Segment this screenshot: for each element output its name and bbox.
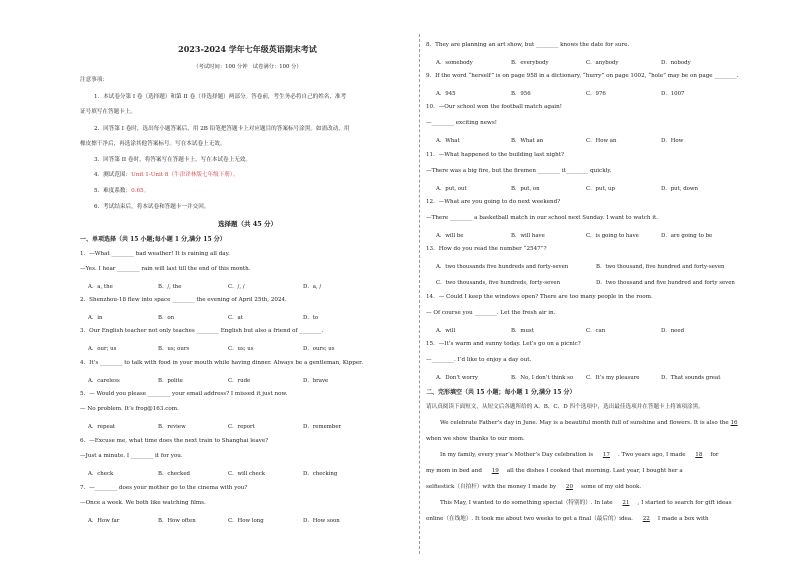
- q9-option-c[interactable]: C．976: [586, 91, 606, 97]
- q11-stem: 11．—What happened to the building last night?: [426, 152, 564, 158]
- passage-line-7: [426, 516, 709, 523]
- q13-option-d[interactable]: D．two thousand and five hundred and forty seven: [596, 280, 735, 286]
- q5-option-c[interactable]: C．report: [228, 424, 255, 430]
- q5-option-b[interactable]: B．review: [158, 424, 186, 430]
- q4-option-a[interactable]: A．careless: [88, 378, 120, 384]
- passage-text: selfiestick（自拍杆）with the money I made by: [426, 484, 557, 490]
- q15-stem: 15．—It’s warm and sunny today. Let’s go on a picnic?: [426, 341, 581, 347]
- passage-text: We celebrate Father’s day in June. May is a beautiful month full of sunshine and flowers. It is also the: [440, 420, 729, 426]
- passage-line-4: [426, 468, 683, 475]
- q11-option-d[interactable]: D．put, down: [661, 186, 699, 192]
- note-4-scope: Unit 1-Unit 8（牛津译林版七年级下册）。: [131, 172, 239, 178]
- part2-heading: 二、完形填空（共 15 小题；每小题 1 分,满分 15 分）: [426, 389, 576, 396]
- passage-line-6: [440, 500, 731, 507]
- blank-19[interactable]: 19: [491, 468, 499, 474]
- q2-stem: 2．Shenzhou-18 flew into space ________ the evening of April 25th, 2024.: [80, 297, 287, 303]
- blank-21[interactable]: 21: [622, 500, 630, 506]
- passage-text: some of my old book.: [581, 484, 642, 490]
- q7-option-a[interactable]: A．How far: [88, 518, 120, 524]
- section-title: 选择题（共 45 分）: [217, 220, 278, 228]
- q14-option-b[interactable]: B．must: [511, 328, 534, 334]
- note-5-value: 0.65。: [131, 188, 150, 194]
- q15-option-c[interactable]: C．It’s my pleasure: [586, 375, 640, 381]
- q13-option-a[interactable]: A．two thousands five hundreds and forty-seven: [436, 264, 569, 270]
- exam-info: （考试时间：100 分钟 试卷满分：100 分）: [193, 64, 302, 70]
- q12-option-b[interactable]: B．will have: [511, 233, 545, 239]
- page-title: 2023-2024 学年七年级英语期末考试: [178, 44, 317, 54]
- q7-option-b[interactable]: B．How often: [158, 518, 196, 524]
- q1-option-b[interactable]: B．/, the: [158, 284, 182, 290]
- q6-stem-2: —Just a minute. I ________ it for you.: [80, 453, 183, 459]
- part1-heading: 一、单项选择（共 15 小题;每小题 1 分,满分 15 分）: [80, 236, 226, 243]
- q6-option-d[interactable]: D．checking: [303, 471, 338, 477]
- q12-option-c[interactable]: C．is going to have: [586, 233, 639, 239]
- q13-stem: 13．How do you read the number “2547”?: [426, 246, 547, 252]
- note-1b: 证号填写在答题卡上。: [80, 109, 136, 115]
- q3-option-b[interactable]: B．us; ours: [158, 346, 190, 352]
- q14-option-a[interactable]: A．will: [436, 328, 456, 334]
- q13-option-b[interactable]: B．two thousand, five hundred and forty-seven: [596, 264, 725, 270]
- notes-heading: 注意事项：: [80, 77, 108, 83]
- q3-option-d[interactable]: D．ours; us: [303, 346, 335, 352]
- q3-stem: 3．Our English teacher not only teaches ________ English but also a friend of ________.: [80, 328, 324, 334]
- q14-option-c[interactable]: C．can: [586, 328, 606, 334]
- passage-text: online（在线地）. It took me about two weeks to get a final（最后的）idea.: [426, 516, 633, 522]
- q10-option-b[interactable]: B．What an: [511, 138, 544, 144]
- q4-option-b[interactable]: B．polite: [158, 378, 183, 384]
- q9-option-a[interactable]: A．945: [436, 91, 456, 97]
- q8-option-c[interactable]: C．anybody: [586, 60, 619, 66]
- q3-option-a[interactable]: A．our; us: [88, 346, 117, 352]
- passage-line-1: [440, 420, 738, 427]
- q11-stem-2: —There was a big fire, but the firemen ________ it________ quickly.: [426, 168, 612, 174]
- note-5-label: 5．难度系数：: [94, 188, 132, 194]
- q9-option-b[interactable]: B．956: [511, 91, 531, 97]
- q7-stem: 7．—________ does your mother go to the cinema with you?: [80, 485, 248, 491]
- q15-option-d[interactable]: D．That sounds great: [661, 375, 721, 381]
- note-2b: 橡皮擦干净后，再选涂其他答案标号。写在本试卷上无效。: [80, 141, 226, 147]
- q10-stem: 10．—Our school won the football match again!: [426, 104, 562, 110]
- q1-stem-2: —Yes. I hear ________ rain will last till the end of this month.: [80, 266, 251, 272]
- passage-text: In my family, every year’s Mother’s Day celebration is: [440, 452, 594, 458]
- q12-stem-2: —There ________ a basketball match in our school next Sunday. I want to watch it.: [426, 215, 659, 221]
- blank-22[interactable]: 22: [642, 516, 650, 522]
- q8-option-d[interactable]: D．nobody: [661, 60, 691, 66]
- blank-17[interactable]: 17: [602, 452, 610, 458]
- q15-option-a[interactable]: A．Don’t worry: [436, 375, 478, 381]
- q12-stem: 12．—What are you going to do next weekend?: [426, 199, 561, 205]
- part2-instructions: 请认真阅读下面短文，从短文后各题所给的 A、B、C、D 四个选项中，选出最佳选项并在答题卡上将该项涂黑。: [426, 404, 704, 410]
- column-divider: [419, 34, 420, 554]
- q7-stem-2: —Once a week. We both like watching films.: [80, 500, 206, 506]
- q6-stem: 6．—Excuse me, what time does the next train to Shanghai leave?: [80, 438, 269, 444]
- passage-text: This May, I wanted to do something special（特别的）. In late: [440, 500, 613, 506]
- q7-option-c[interactable]: C．How long: [228, 518, 264, 524]
- note-4: [94, 172, 238, 179]
- note-2a: 2．回答第 I 卷时，选出每小题答案后，用 2B 铅笔把答题卡上对应题目的答案标号涂黑。如需改动，用: [94, 126, 350, 132]
- passage-text: , I started to search for gift ideas: [637, 500, 732, 506]
- q11-option-b[interactable]: B．put, on: [511, 186, 540, 192]
- q5-option-d[interactable]: D．remember: [303, 424, 342, 430]
- q7-option-d[interactable]: D．How soon: [303, 518, 340, 524]
- q9-stem: 9．If the word “herself” is on page 958 in a dictionary, “hurry” on page 1002, “hole” may be on page ________.: [426, 73, 739, 79]
- passage-text: all the dishes I cooked that morning. Last year, I bought her a: [506, 468, 683, 474]
- passage-text: for: [710, 452, 719, 458]
- passage-text: I made a box with: [657, 516, 709, 522]
- q8-stem: 8．They are planning an art show, but ________ knows the date for sure.: [426, 42, 630, 48]
- note-6: 6．考试结束后，将本试卷和答题卡一并交回。: [94, 204, 210, 210]
- q2-option-d[interactable]: D．to: [303, 315, 319, 321]
- blank-18[interactable]: 18: [695, 452, 703, 458]
- q13-option-c[interactable]: C．two thousands, five hundreds, forty-seven: [436, 280, 561, 286]
- q10-option-c[interactable]: C．How an: [586, 138, 617, 144]
- blank-20[interactable]: 20: [565, 484, 574, 490]
- q10-option-a[interactable]: A．What: [436, 138, 460, 144]
- passage-line-2: when we show thanks to our mom.: [426, 436, 525, 442]
- q2-option-a[interactable]: A．in: [88, 315, 103, 321]
- q2-option-b[interactable]: B．on: [158, 315, 175, 321]
- q4-stem: 4．It’s ________ to talk with food in your mouth while having dinner. Always be a gentleman, Kipper.: [80, 360, 364, 366]
- note-4-label: 4．测试范围：: [94, 172, 132, 178]
- q12-option-d[interactable]: D．are going to be: [661, 233, 713, 239]
- q8-option-a[interactable]: A．somebody: [436, 60, 473, 66]
- q14-stem: 14．— Could I keep the windows open? There are too many people in the room.: [426, 294, 653, 300]
- q4-option-c[interactable]: C．rude: [228, 378, 251, 384]
- note-5: [94, 188, 149, 195]
- q5-stem-2: — No problem. It’s frog@163.com.: [80, 406, 179, 412]
- q8-option-b[interactable]: B．everybody: [511, 60, 549, 66]
- q5-option-a[interactable]: A．repeat: [88, 424, 116, 430]
- q14-stem-2: — Of course you ________. Let the fresh air in.: [426, 310, 556, 316]
- q1-option-a[interactable]: A．a, the: [88, 284, 113, 290]
- q15-option-b[interactable]: B．No, I don’t think so: [511, 375, 574, 381]
- q1-option-c[interactable]: C．/, /: [228, 284, 245, 290]
- passage-text: my mom in bed and: [426, 468, 482, 474]
- q1-option-d[interactable]: D．a, /: [303, 284, 322, 290]
- q6-option-b[interactable]: B．checked: [158, 471, 190, 477]
- passage-line-5: [426, 484, 641, 491]
- q11-option-c[interactable]: C．put, up: [586, 186, 615, 192]
- q2-option-c[interactable]: C．at: [228, 315, 243, 321]
- q3-option-c[interactable]: C．us; us: [228, 346, 254, 352]
- q10-option-d[interactable]: D．How: [661, 138, 684, 144]
- q10-stem-2: —________ exciting news!: [426, 120, 497, 126]
- q6-option-a[interactable]: A．check: [88, 471, 114, 477]
- q9-option-d[interactable]: D．1007: [661, 91, 685, 97]
- q5-stem: 5．— Would you please ________ your email address? I missed it just now.: [80, 391, 288, 397]
- q1-stem: 1．—What ________ bad weather! It is raining all day.: [80, 251, 230, 257]
- note-3: 3．回答第 II 卷时，将答案写在答题卡上。写在本试卷上无效。: [94, 157, 251, 163]
- blank-16[interactable]: 16: [730, 420, 738, 426]
- q14-option-d[interactable]: D．need: [661, 328, 685, 334]
- q6-option-c[interactable]: C．will check: [228, 471, 265, 477]
- q11-option-a[interactable]: A．put, out: [436, 186, 467, 192]
- q15-stem-2: —________. I’d like to enjoy a day out.: [426, 357, 532, 363]
- q4-option-d[interactable]: D．brave: [303, 378, 329, 384]
- note-1a: 1．本试卷分第 I 卷（选择题）和第 II 卷（非选择题）两部分。答卷前，考生务必将自己的姓名、准考: [94, 94, 347, 100]
- passage-text: . Two years ago, I made: [618, 452, 686, 458]
- q12-option-a[interactable]: A．will be: [436, 233, 464, 239]
- passage-line-3: [440, 452, 719, 459]
